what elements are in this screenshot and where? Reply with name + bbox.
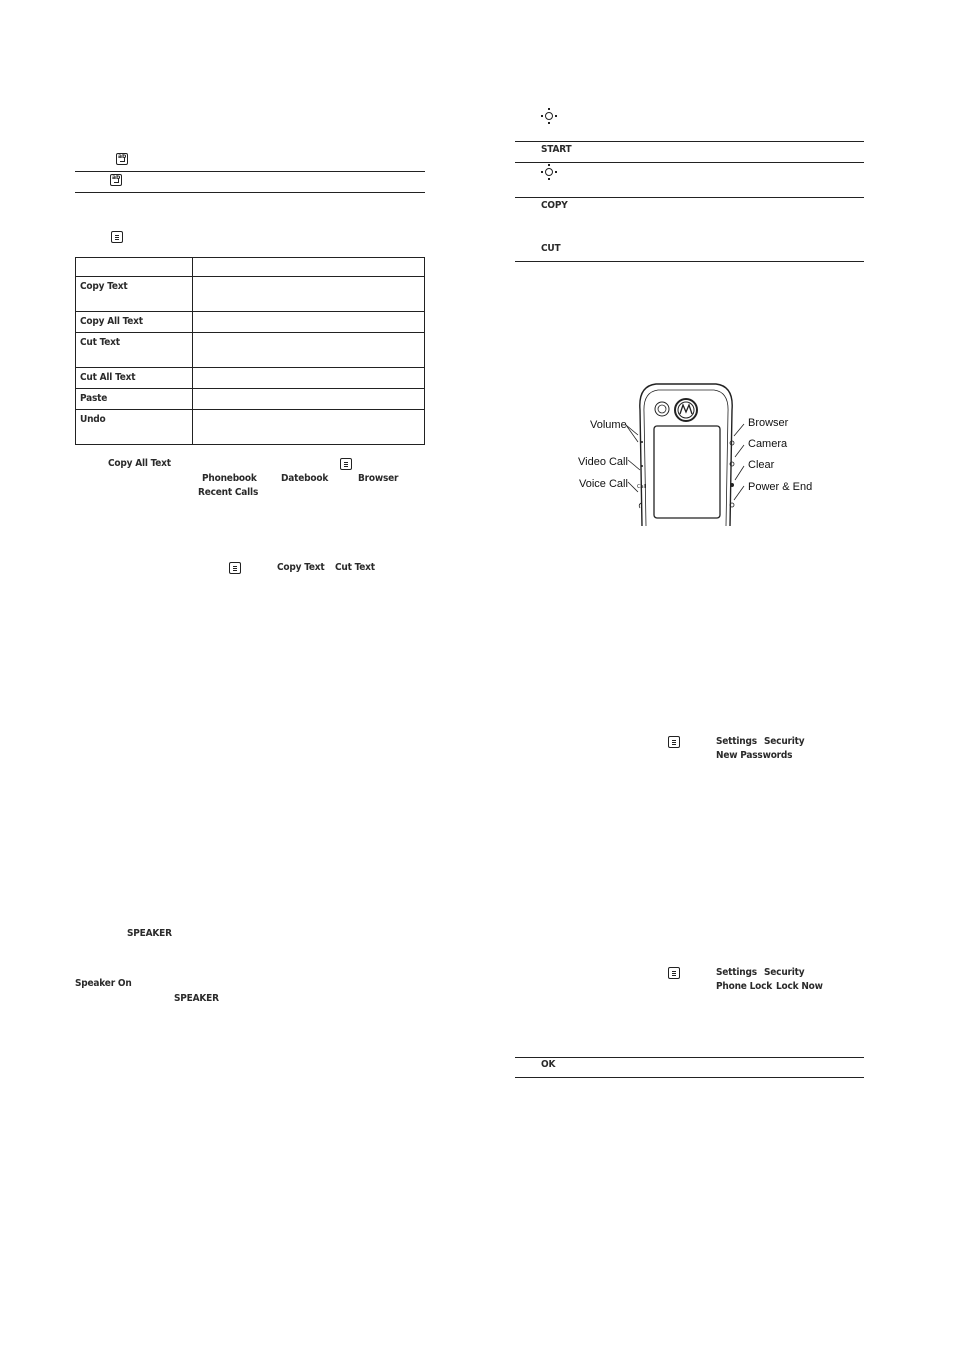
speaker-key: SPEAKER [127, 928, 172, 939]
label-power-end: Power & End [748, 481, 813, 493]
call-key-label: Call [637, 484, 647, 490]
copy-key: COPY [541, 200, 568, 211]
menu-icon [668, 736, 680, 748]
start-key: START [541, 144, 572, 155]
phonebook-key: Phonebook [202, 473, 257, 484]
label-browser: Browser [748, 417, 789, 429]
label-volume: Volume [590, 419, 627, 431]
settings-key: Settings [716, 967, 757, 978]
menu-icon [668, 967, 680, 979]
table-rule [515, 1077, 864, 1078]
edit-options-table [75, 257, 425, 445]
security-key: Security [764, 736, 805, 747]
menu-icon [340, 458, 352, 470]
table-rule [75, 192, 425, 193]
text-mode-icon [110, 174, 122, 186]
cut-text-key: Cut Text [335, 562, 375, 573]
option-cut-all-text: Cut All Text [76, 368, 193, 389]
table-cell [76, 258, 193, 277]
new-passwords-key: New Passwords [716, 750, 793, 761]
table-rule [515, 162, 864, 163]
speaker-key: SPEAKER [174, 993, 219, 1004]
table-rule [515, 197, 864, 198]
table-rule [515, 141, 864, 142]
cut-key: CUT [541, 243, 561, 254]
menu-icon [229, 562, 241, 574]
label-video-call: Video Call [578, 456, 628, 468]
option-paste: Paste [76, 389, 193, 410]
copy-text-key: Copy Text [277, 562, 325, 573]
menu-icon [111, 231, 123, 243]
table-rule [515, 261, 864, 262]
option-copy-text: Copy Text [76, 277, 193, 312]
option-copy-all-text: Copy All Text [76, 312, 193, 333]
lock-now-key: Lock Now [776, 981, 823, 992]
table-rule [515, 1057, 864, 1058]
nav-key-icon [541, 164, 557, 180]
speaker-on-key: Speaker On [75, 978, 132, 989]
security-key: Security [764, 967, 805, 978]
label-clear: Clear [748, 459, 775, 471]
option-cut-text: Cut Text [76, 333, 193, 368]
copy-all-text-key: Copy All Text [108, 458, 171, 469]
ok-key: OK [541, 1059, 556, 1070]
phone-lock-key: Phone Lock [716, 981, 773, 992]
recent-calls-key: Recent Calls [198, 487, 259, 498]
label-camera: Camera [748, 438, 788, 450]
browser-key: Browser [358, 473, 399, 484]
nav-key-icon [541, 108, 557, 124]
phone-illustration [620, 380, 750, 530]
label-voice-call: Voice Call [579, 478, 628, 490]
datebook-key: Datebook [281, 473, 329, 484]
table-rule [75, 171, 425, 172]
settings-key: Settings [716, 736, 757, 747]
text-mode-icon [116, 153, 128, 165]
option-undo: Undo [76, 410, 193, 445]
